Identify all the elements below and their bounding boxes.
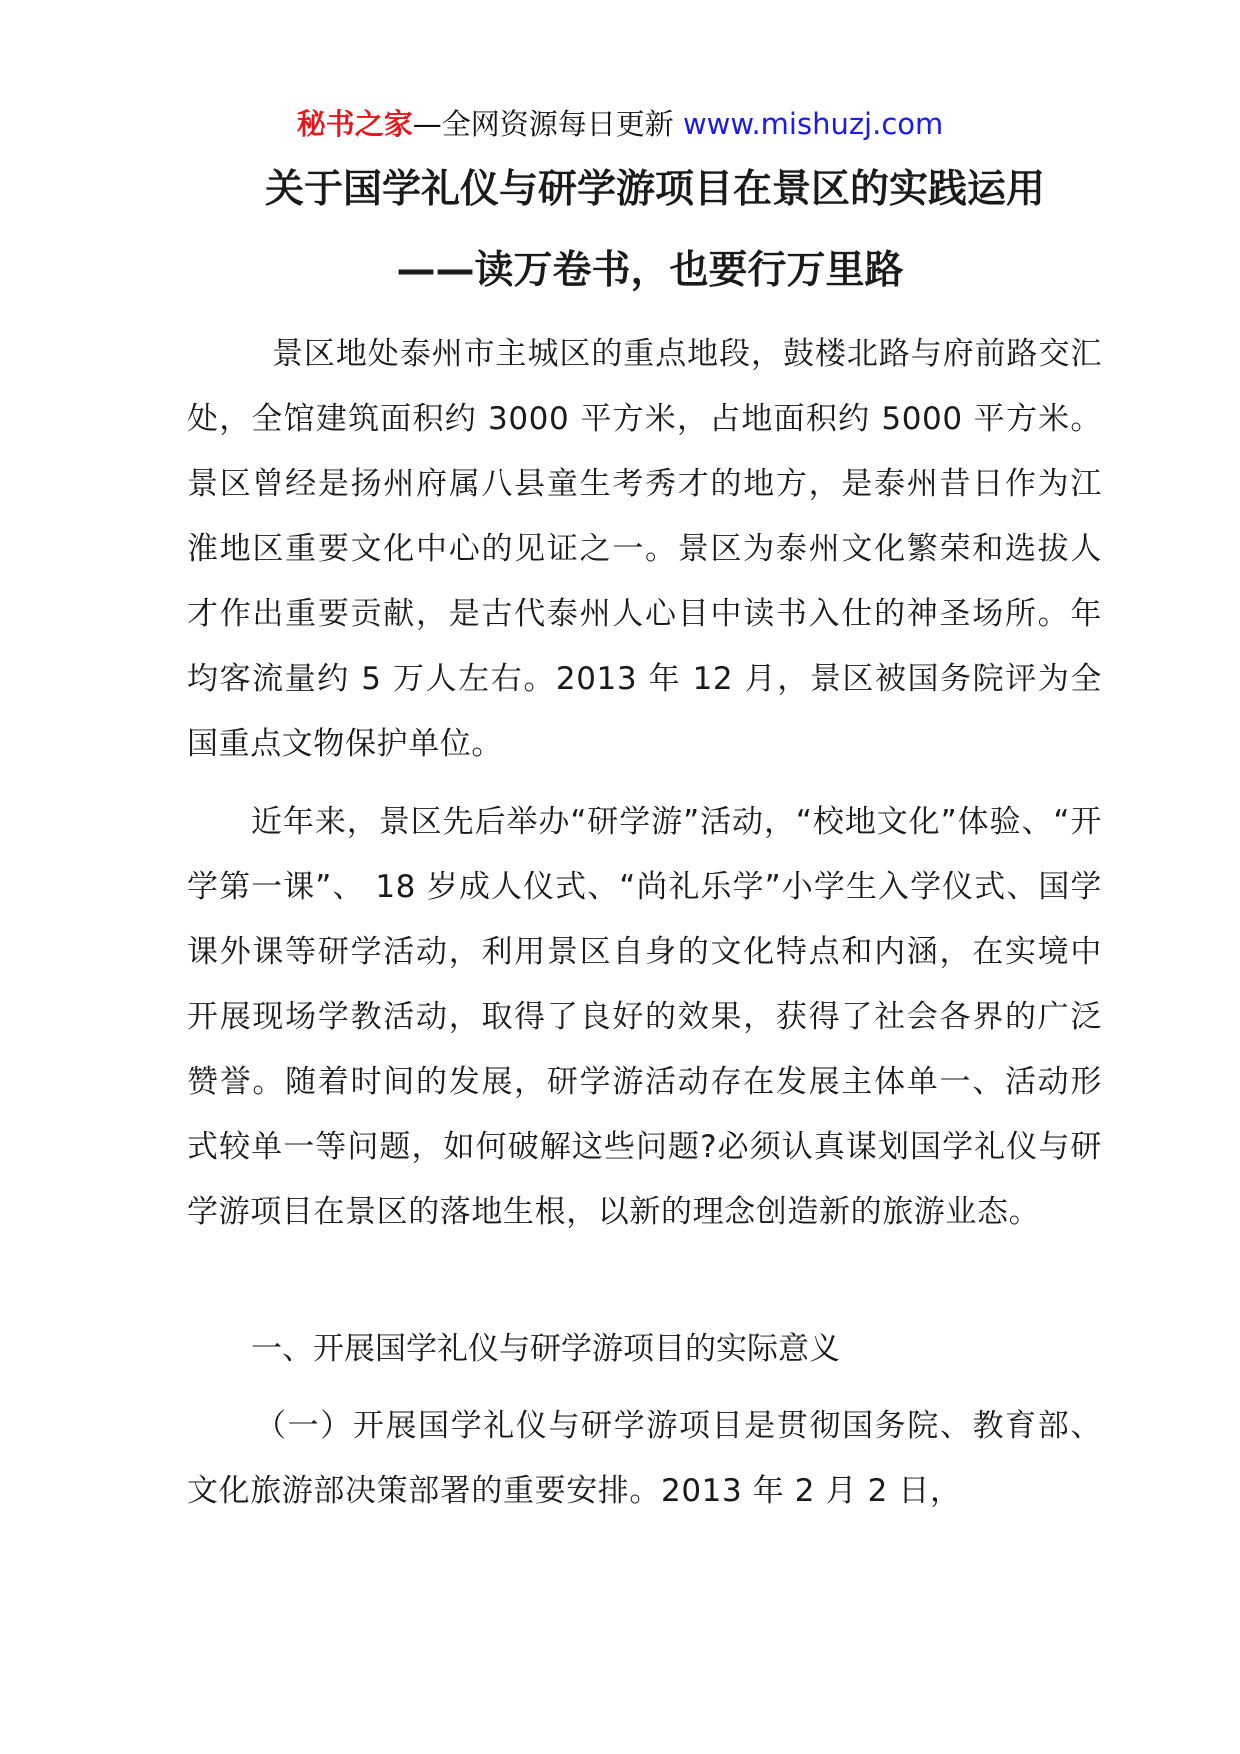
section-heading: 一、开展国学礼仪与研学游项目的实际意义 xyxy=(251,1331,840,1367)
paragraph-activities: 近年来，景区先后举办“研学游”活动，“校地文化”体验、“开学第一课”、 18 岁成人仪式、“尚礼乐学”小学生入学仪式、国学课外课等研学活动，利用景区自身的文化特点和内涵，在实境中开展现场学教活动，取得了良好的效果，获得了社会各界的广泛赞誉。随着时间的发展，研学游活动存在发展主体单一、活动形式较单一等问题，如何破解这些问题?必须认真谋划国学礼仪与研学游项目在景区的落地生根，以新的理念创造新的旅游业态。 xyxy=(187,804,1102,1230)
brand-name: 秘书之家 xyxy=(296,107,413,141)
site-header xyxy=(0,104,1240,144)
paragraph-intro: 景区地处泰州市主城区的重点地段，鼓楼北路与府前路交汇处，全馆建筑面积约 3000 平方米，占地面积约 5000 平方米。景区曾经是扬州府属八县童生考秀才的地方，是泰州昔日作为江淮地区重要文化中心的见证之一。景区为泰州文化繁荣和选拔人才作出重要贡献，是古代泰州人心目中读书入仕的神圣场所。年均客流量约 5 万人左右。2013 年 12 月，景区被国务院评为全国重点文物保护单位。 xyxy=(187,336,1102,762)
document-subtitle: ——读万卷书，也要行万里路 xyxy=(396,248,904,293)
header-tagline: —全网资源每日更新 xyxy=(412,107,683,141)
site-url-link[interactable]: www.mishuzj.com xyxy=(682,107,944,141)
paragraph-subsection-1: （一）开展国学礼仪与研学游项目是贯彻国务院、教育部、文化旅游部决策部署的重要安排。2013 年 2 月 2 日， xyxy=(187,1408,1102,1509)
document-title: 关于国学礼仪与研学游项目在景区的实践运用 xyxy=(264,167,1045,212)
